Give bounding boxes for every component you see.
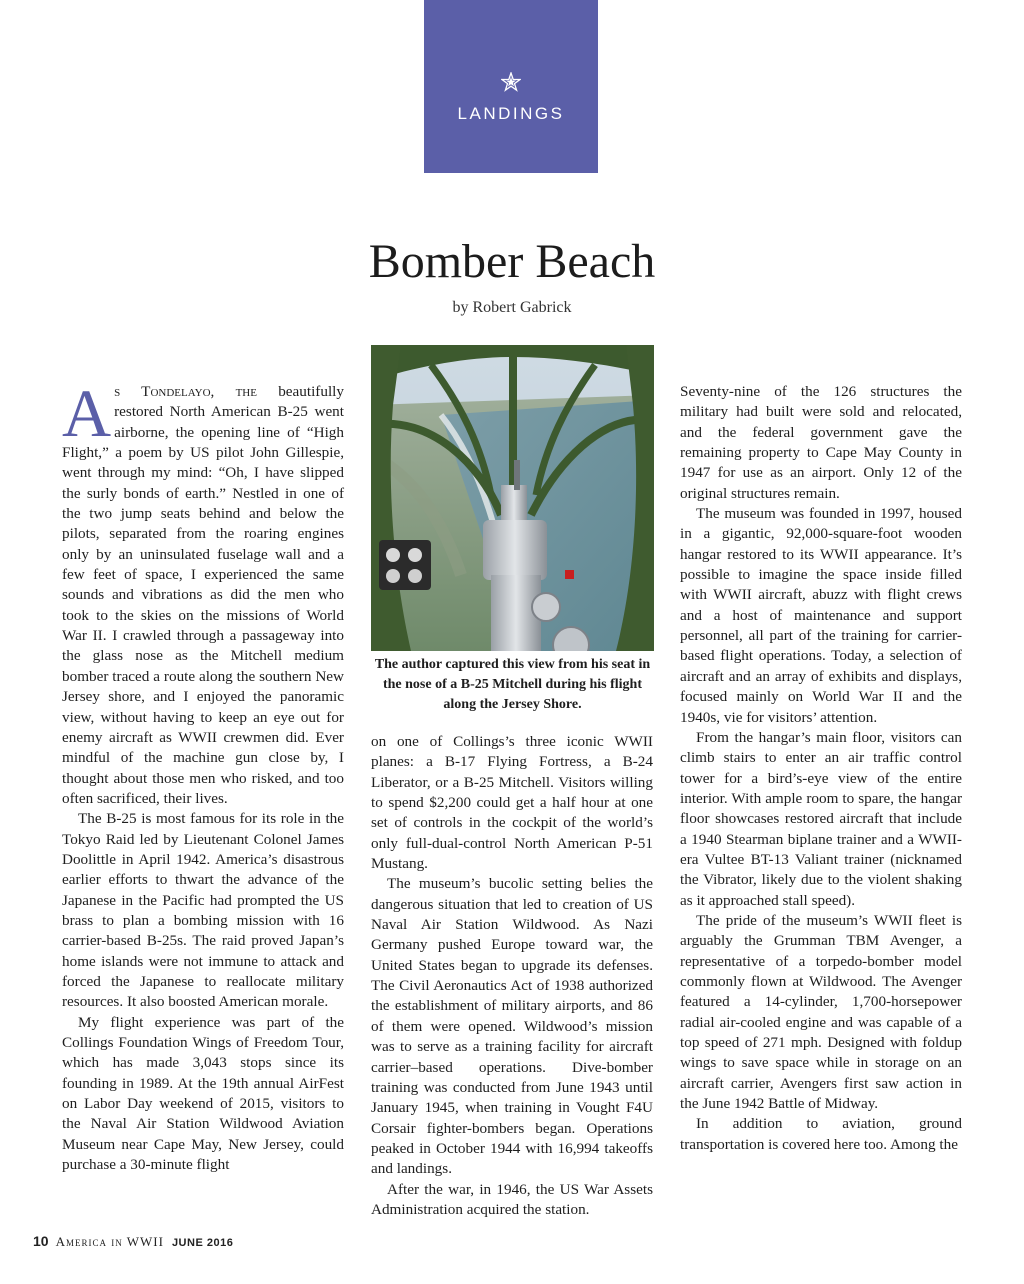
- paragraph: From the hangar’s main floor, visitors can climb stairs to enter an air traffic control tower for a bird’s-eye view of the entire interior. With ample room to spare, the hangar floor showcases restored aircraft that include a 1940 Stearman biplane trainer and a WWII-era Vultee BT-13 Valiant trainer (nicknamed the Vibrator, likely due to the violent shaking as it approached stall speed).: [680, 728, 962, 909]
- paragraph: The museum’s bucolic setting belies the dangerous situation that led to creation of US Naval Air Station Wildwood. As Nazi Germany pushed Europe toward war, the United States began to upgrade its defenses. The Civil Aeronautics Act of 1938 authorized the establishment of military airports, and 86 of them were opened. Wildwood’s mission was to serve as a training facility for aircraft carrier–based operations. Dive-bomber training was conducted from June 1943 until January 1945, when training in Vought F4U Corsair fighter-bombers began. Operations peaked in October 1944 with 16,994 takeoffs and landings.: [371, 875, 653, 1178]
- cockpit-photo: [371, 345, 654, 651]
- section-banner: [424, 0, 598, 173]
- paragraph: Seventy-nine of the 126 structures the military had built were sold and relocated, and the federal government gave the remaining property to Cape May County in 1947 for use as an airport. Only 12 of the original structures remain.: [680, 383, 962, 502]
- photo-caption: The author captured this view from his seat in the nose of a B-25 Mitchell during his flight along the Jersey Shore.: [374, 657, 651, 712]
- text-column-1: [62, 375, 344, 1175]
- star-icon: [424, 72, 598, 97]
- text-column-2: [371, 732, 653, 1220]
- lead-in: s Tondelayo, the: [114, 383, 257, 400]
- drop-cap: A: [62, 375, 112, 451]
- paragraph: As Tondelayo, the beautifully restored North American B-25 went airborne, the opening line of “High Flight,” a poem by US pilot John Gillespie, went through my mind: “Oh, I have slipped the surly bonds of earth.” Nestled in one of the two jump seats behind and below the pilots, separated from the roaring engines only by an uninsulated fuselage wall and a few feet of space, I experienced the same sounds and vibrations as did the men who took to the skies on the missions of World War II. I crawled through a passageway into the glass nose as the Mitchell medium bomber traced a route along the southern New Jersey shore, and I enjoyed the panoramic view, without having to keep an eye out for enemy aircraft as WWII crewmen did. Ever mindful of the machine gun close by, I thought about those men who risked, and too often sacrificed, their lives.: [62, 375, 344, 807]
- section-label: LANDINGS: [457, 104, 565, 123]
- magazine-name: America in WWII: [55, 1234, 164, 1249]
- article-byline: by Robert Gabrick: [452, 299, 572, 316]
- paragraph: The museum was founded in 1997, housed in a gigantic, 92,000-square-foot wooden hangar restored to its WWII appearance. It’s possible to imagine the space inside filled with WWII aircraft, abuzz with flight crews and a host of maintenance and support personnel, all part of the training for carrier-based flight operations. Today, a selection of aircraft and an array of exhibits and displays, focused mainly on World War II and the 1940s, vie for visitors’ attention.: [680, 505, 962, 726]
- article-title: Bomber Beach: [368, 235, 656, 288]
- page-number: 10: [33, 1233, 49, 1249]
- text-column-3: [680, 382, 962, 1155]
- paragraph: The B-25 is most famous for its role in the Tokyo Raid led by Lieutenant Colonel James Doolittle in April 1942. America’s disastrous earlier efforts to thwart the advance of the Japanese in the Pacific had prompted the US brass to plan a bombing mission with 16 carrier-based B-25s. The raid proved Japan’s home islands were not immune to attack and forced the Japanese to reallocate military resources. It also boosted American morale.: [62, 810, 344, 1011]
- paragraph: My flight experience was part of the Collings Foundation Wings of Freedom Tour, which has made 3,043 stops since its founding in 1989. At the 19th annual AirFest on Labor Day weekend of 2015, visitors to the Naval Air Station Wildwood Aviation Museum near Cape May, New Jersey, could purchase a 30-minute flight: [62, 1013, 344, 1174]
- issue-date: JUNE 2016: [171, 1237, 234, 1249]
- paragraph: on one of Collings’s three iconic WWII planes: a B-17 Flying Fortress, a B-24 Liberator, or a B-25 Mitchell. Visitors willing to spend $2,200 could get a half hour at one set of controls in the cockpit of the world’s only full-dual-control North American P-51 Mustang.: [371, 733, 653, 873]
- paragraph: In addition to aviation, ground transportation is covered here too. Among the: [680, 1115, 962, 1153]
- paragraph: The pride of the museum’s WWII fleet is arguably the Grumman TBM Avenger, a representative of a torpedo-bomber model commonly flown at Wildwood. The Avenger featured a 14-cylinder, 1,700-horsepower radial air-cooled engine and was capable of a top speed of 271 mph. Designed with foldup wings to save space while in storage on an aircraft carrier, Avengers first saw action in the June 1942 Battle of Midway.: [680, 911, 962, 1113]
- paragraph: After the war, in 1946, the US War Assets Administration acquired the station.: [371, 1180, 653, 1218]
- page-footer: [33, 1233, 233, 1250]
